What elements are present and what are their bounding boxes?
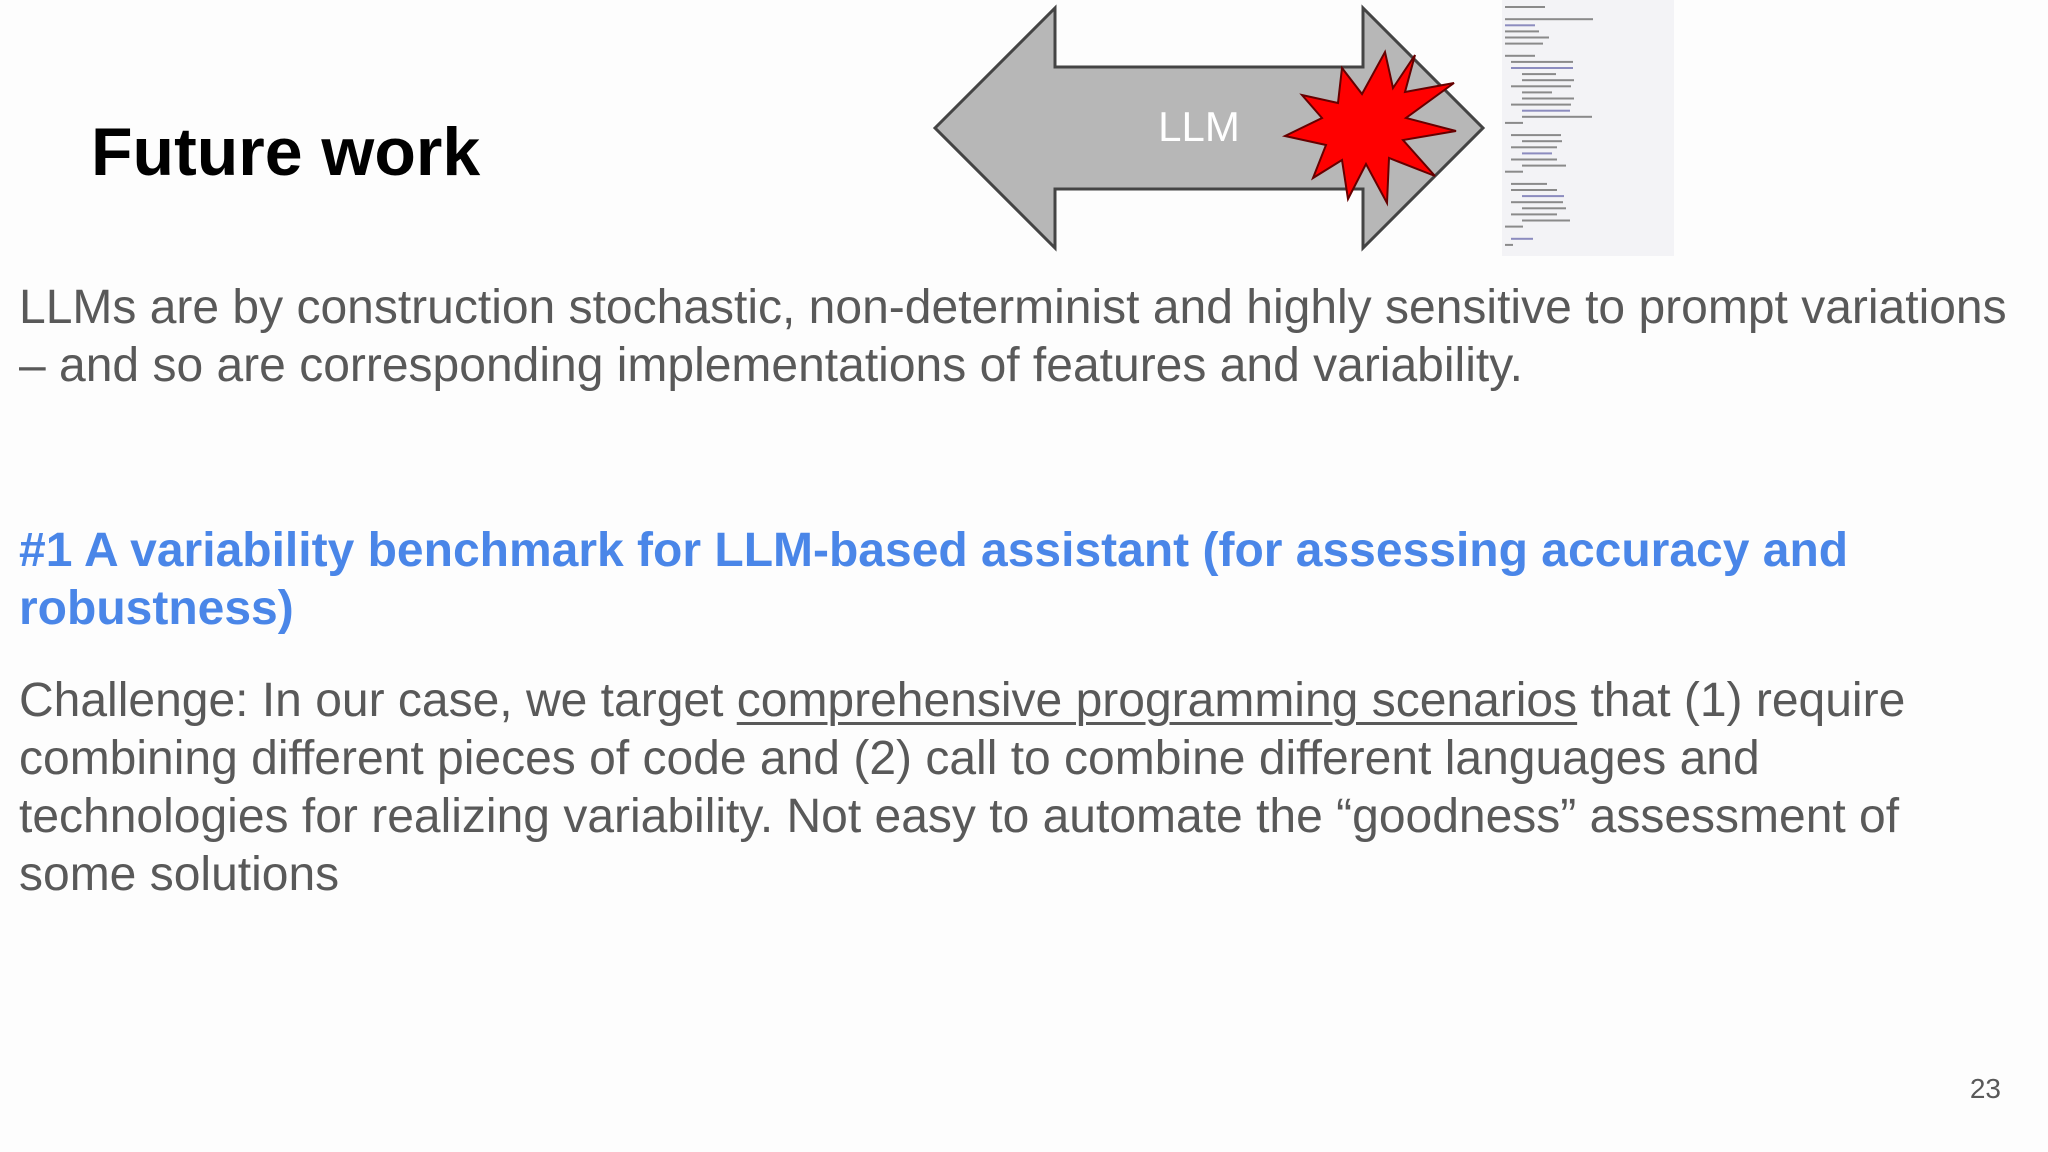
code-line [1505, 55, 1535, 57]
code-line [1505, 226, 1523, 228]
code-line [1505, 122, 1523, 124]
code-line [1505, 43, 1543, 45]
code-line [1511, 189, 1557, 191]
code-line [1505, 18, 1593, 20]
code-line [1511, 238, 1533, 240]
slide-title: Future work [91, 114, 481, 190]
code-line [1511, 134, 1561, 136]
code-line [1505, 6, 1545, 8]
code-line [1511, 61, 1573, 63]
code-line [1511, 159, 1557, 161]
code-line [1511, 213, 1557, 215]
code-line [1522, 91, 1552, 93]
code-line [1511, 104, 1571, 106]
code-line [1522, 140, 1562, 142]
code-line [1522, 79, 1574, 81]
code-line [1522, 195, 1564, 197]
code-snippet-icon [1502, 0, 1674, 256]
code-line [1511, 67, 1573, 69]
code-line [1522, 110, 1570, 112]
intro-paragraph: LLMs are by construction stochastic, non-determinist and highly sensitive to prompt variations – and so are corresponding implementations of features and variability. [19, 281, 2007, 392]
code-line [1511, 183, 1547, 185]
code-line [1522, 220, 1570, 222]
future-work-item-1-heading: #1 A variability benchmark for LLM-based assistant (for assessing accuracy and robustness) [19, 524, 1849, 635]
code-line [1511, 201, 1563, 203]
code-listing-thumbnail [1502, 0, 1674, 256]
llm-double-arrow-diagram [930, 0, 1490, 255]
challenge-paragraph [19, 672, 2009, 904]
code-line [1522, 73, 1556, 75]
challenge-text-end: that (1) require combining different pieces of code and (2) call to combine different languages and technologies for realizing variability. Not easy to automate the “goodness” assessment of some solutions [19, 674, 1906, 901]
code-line [1505, 171, 1523, 173]
arrow-label: LLM [1158, 103, 1240, 150]
code-line [1511, 146, 1557, 148]
code-line [1522, 165, 1566, 167]
code-line [1505, 24, 1535, 26]
challenge-text-start: Challenge: In our case, we target [19, 674, 737, 727]
underlined-phrase: comprehensive programming scenarios [736, 674, 1578, 727]
code-line [1511, 85, 1571, 87]
page-number: 23 [1969, 1073, 2001, 1104]
code-line [1505, 30, 1539, 32]
code-line [1505, 244, 1513, 246]
code-line [1522, 207, 1566, 209]
code-line [1522, 98, 1574, 100]
code-line [1522, 116, 1592, 118]
code-line [1522, 152, 1552, 154]
code-line [1505, 37, 1549, 39]
